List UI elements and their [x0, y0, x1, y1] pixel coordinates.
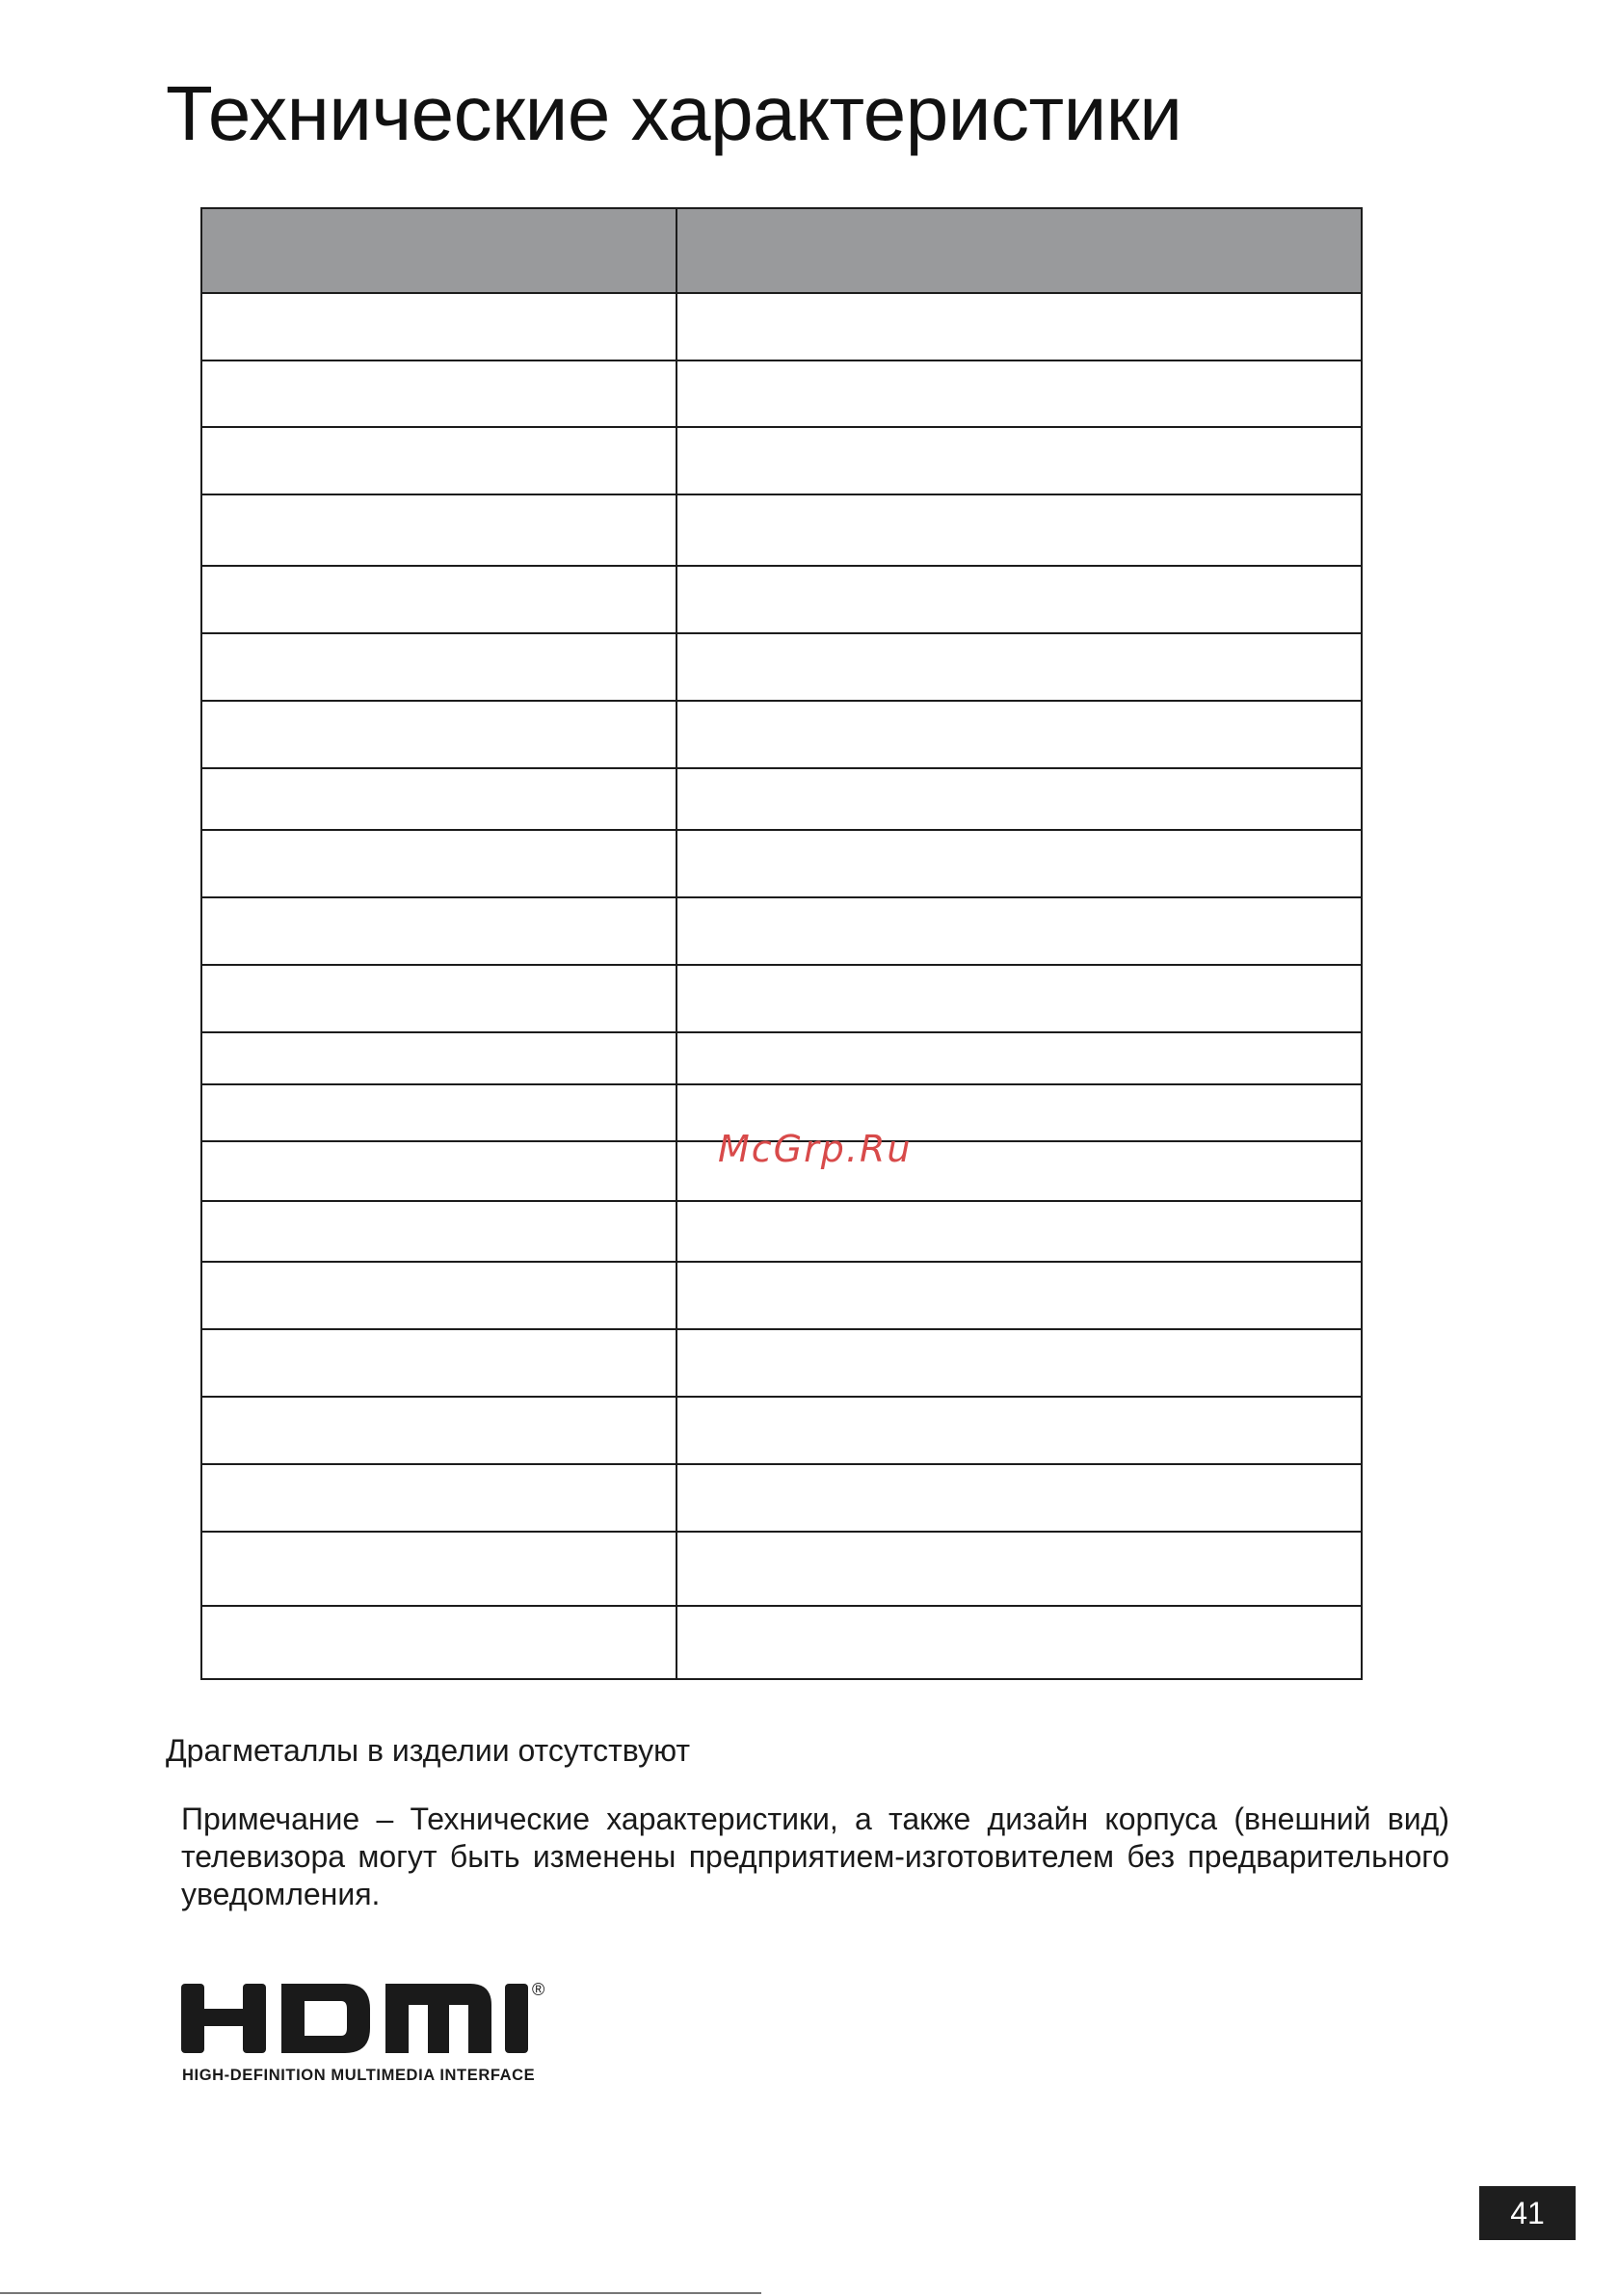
- spec-cell-parameter: [201, 1032, 676, 1084]
- hdmi-tagline: HIGH-DEFINITION MULTIMEDIA INTERFACE: [182, 2067, 536, 2084]
- spec-cell-parameter: [201, 427, 676, 494]
- hdmi-logo: [181, 1970, 615, 2086]
- spec-table-row: [201, 897, 1362, 965]
- spec-table-row: [201, 1532, 1362, 1606]
- spec-table: [200, 207, 1363, 1680]
- spec-cell-parameter: [201, 1397, 676, 1464]
- watermark: McGrp.Ru: [718, 1128, 913, 1170]
- spec-cell-parameter: [201, 701, 676, 768]
- spec-cell-value: [676, 566, 1362, 633]
- hdmi-registered-mark: ®: [532, 1980, 545, 1999]
- spec-cell-parameter: [201, 1532, 676, 1606]
- spec-cell-value: [676, 1606, 1362, 1679]
- spec-table-row: [201, 1464, 1362, 1532]
- spec-cell-parameter: [201, 897, 676, 965]
- spec-table-row: [201, 701, 1362, 768]
- spec-cell-value: [676, 1032, 1362, 1084]
- spec-cell-parameter: [201, 1141, 676, 1201]
- spec-cell-value: [676, 701, 1362, 768]
- spec-cell-parameter: [201, 768, 676, 830]
- spec-cell-parameter: [201, 1329, 676, 1397]
- spec-cell-value: [676, 768, 1362, 830]
- page-number: 41: [1479, 2186, 1576, 2240]
- spec-table-row: [201, 1032, 1362, 1084]
- spec-table-row: [201, 1606, 1362, 1679]
- spec-cell-parameter: [201, 1262, 676, 1329]
- precious-metals-note: Драгметаллы в изделии отсутствуют: [166, 1733, 691, 1768]
- spec-cell-value: [676, 965, 1362, 1032]
- footer-rule: [0, 2292, 761, 2294]
- spec-table-row: [201, 965, 1362, 1032]
- spec-header-value: [676, 208, 1362, 293]
- spec-cell-value: [676, 1262, 1362, 1329]
- spec-cell-parameter: [201, 293, 676, 360]
- spec-cell-parameter: [201, 1606, 676, 1679]
- spec-table-row: [201, 830, 1362, 897]
- spec-cell-parameter: [201, 494, 676, 566]
- spec-table-row: [201, 1262, 1362, 1329]
- spec-cell-parameter: [201, 965, 676, 1032]
- spec-cell-value: [676, 360, 1362, 427]
- spec-cell-value: [676, 633, 1362, 701]
- spec-table-row: [201, 633, 1362, 701]
- spec-table-row: [201, 1329, 1362, 1397]
- spec-table-row: [201, 494, 1362, 566]
- spec-cell-parameter: [201, 566, 676, 633]
- page-title: Технические характеристики: [166, 70, 1182, 156]
- spec-cell-value: [676, 427, 1362, 494]
- spec-cell-parameter: [201, 1201, 676, 1262]
- spec-table-row: [201, 360, 1362, 427]
- spec-cell-value: [676, 494, 1362, 566]
- spec-table-row: [201, 293, 1362, 360]
- spec-table-body: [201, 293, 1362, 1679]
- spec-table-header-row: [201, 208, 1362, 293]
- spec-table-row: [201, 1397, 1362, 1464]
- spec-cell-value: [676, 293, 1362, 360]
- spec-cell-parameter: [201, 360, 676, 427]
- spec-cell-value: [676, 1397, 1362, 1464]
- remark-note: Примечание – Технические характеристики, а также дизайн корпуса (внешний вид) телевизора могут быть изменены предприятием-изготовителем без предварительного уведомления.: [181, 1802, 1449, 1911]
- spec-table-container: [200, 207, 1361, 1678]
- spec-table-row: [201, 768, 1362, 830]
- spec-cell-parameter: [201, 633, 676, 701]
- spec-header-parameter: [201, 208, 676, 293]
- spec-cell-value: [676, 830, 1362, 897]
- spec-cell-value: [676, 1201, 1362, 1262]
- spec-cell-parameter: [201, 1084, 676, 1141]
- spec-table-row: [201, 566, 1362, 633]
- spec-cell-parameter: [201, 830, 676, 897]
- spec-cell-value: [676, 1329, 1362, 1397]
- spec-table-row: [201, 427, 1362, 494]
- spec-cell-parameter: [201, 1464, 676, 1532]
- spec-cell-value: [676, 1532, 1362, 1606]
- spec-table-row: [201, 1201, 1362, 1262]
- spec-cell-value: [676, 897, 1362, 965]
- spec-cell-value: [676, 1464, 1362, 1532]
